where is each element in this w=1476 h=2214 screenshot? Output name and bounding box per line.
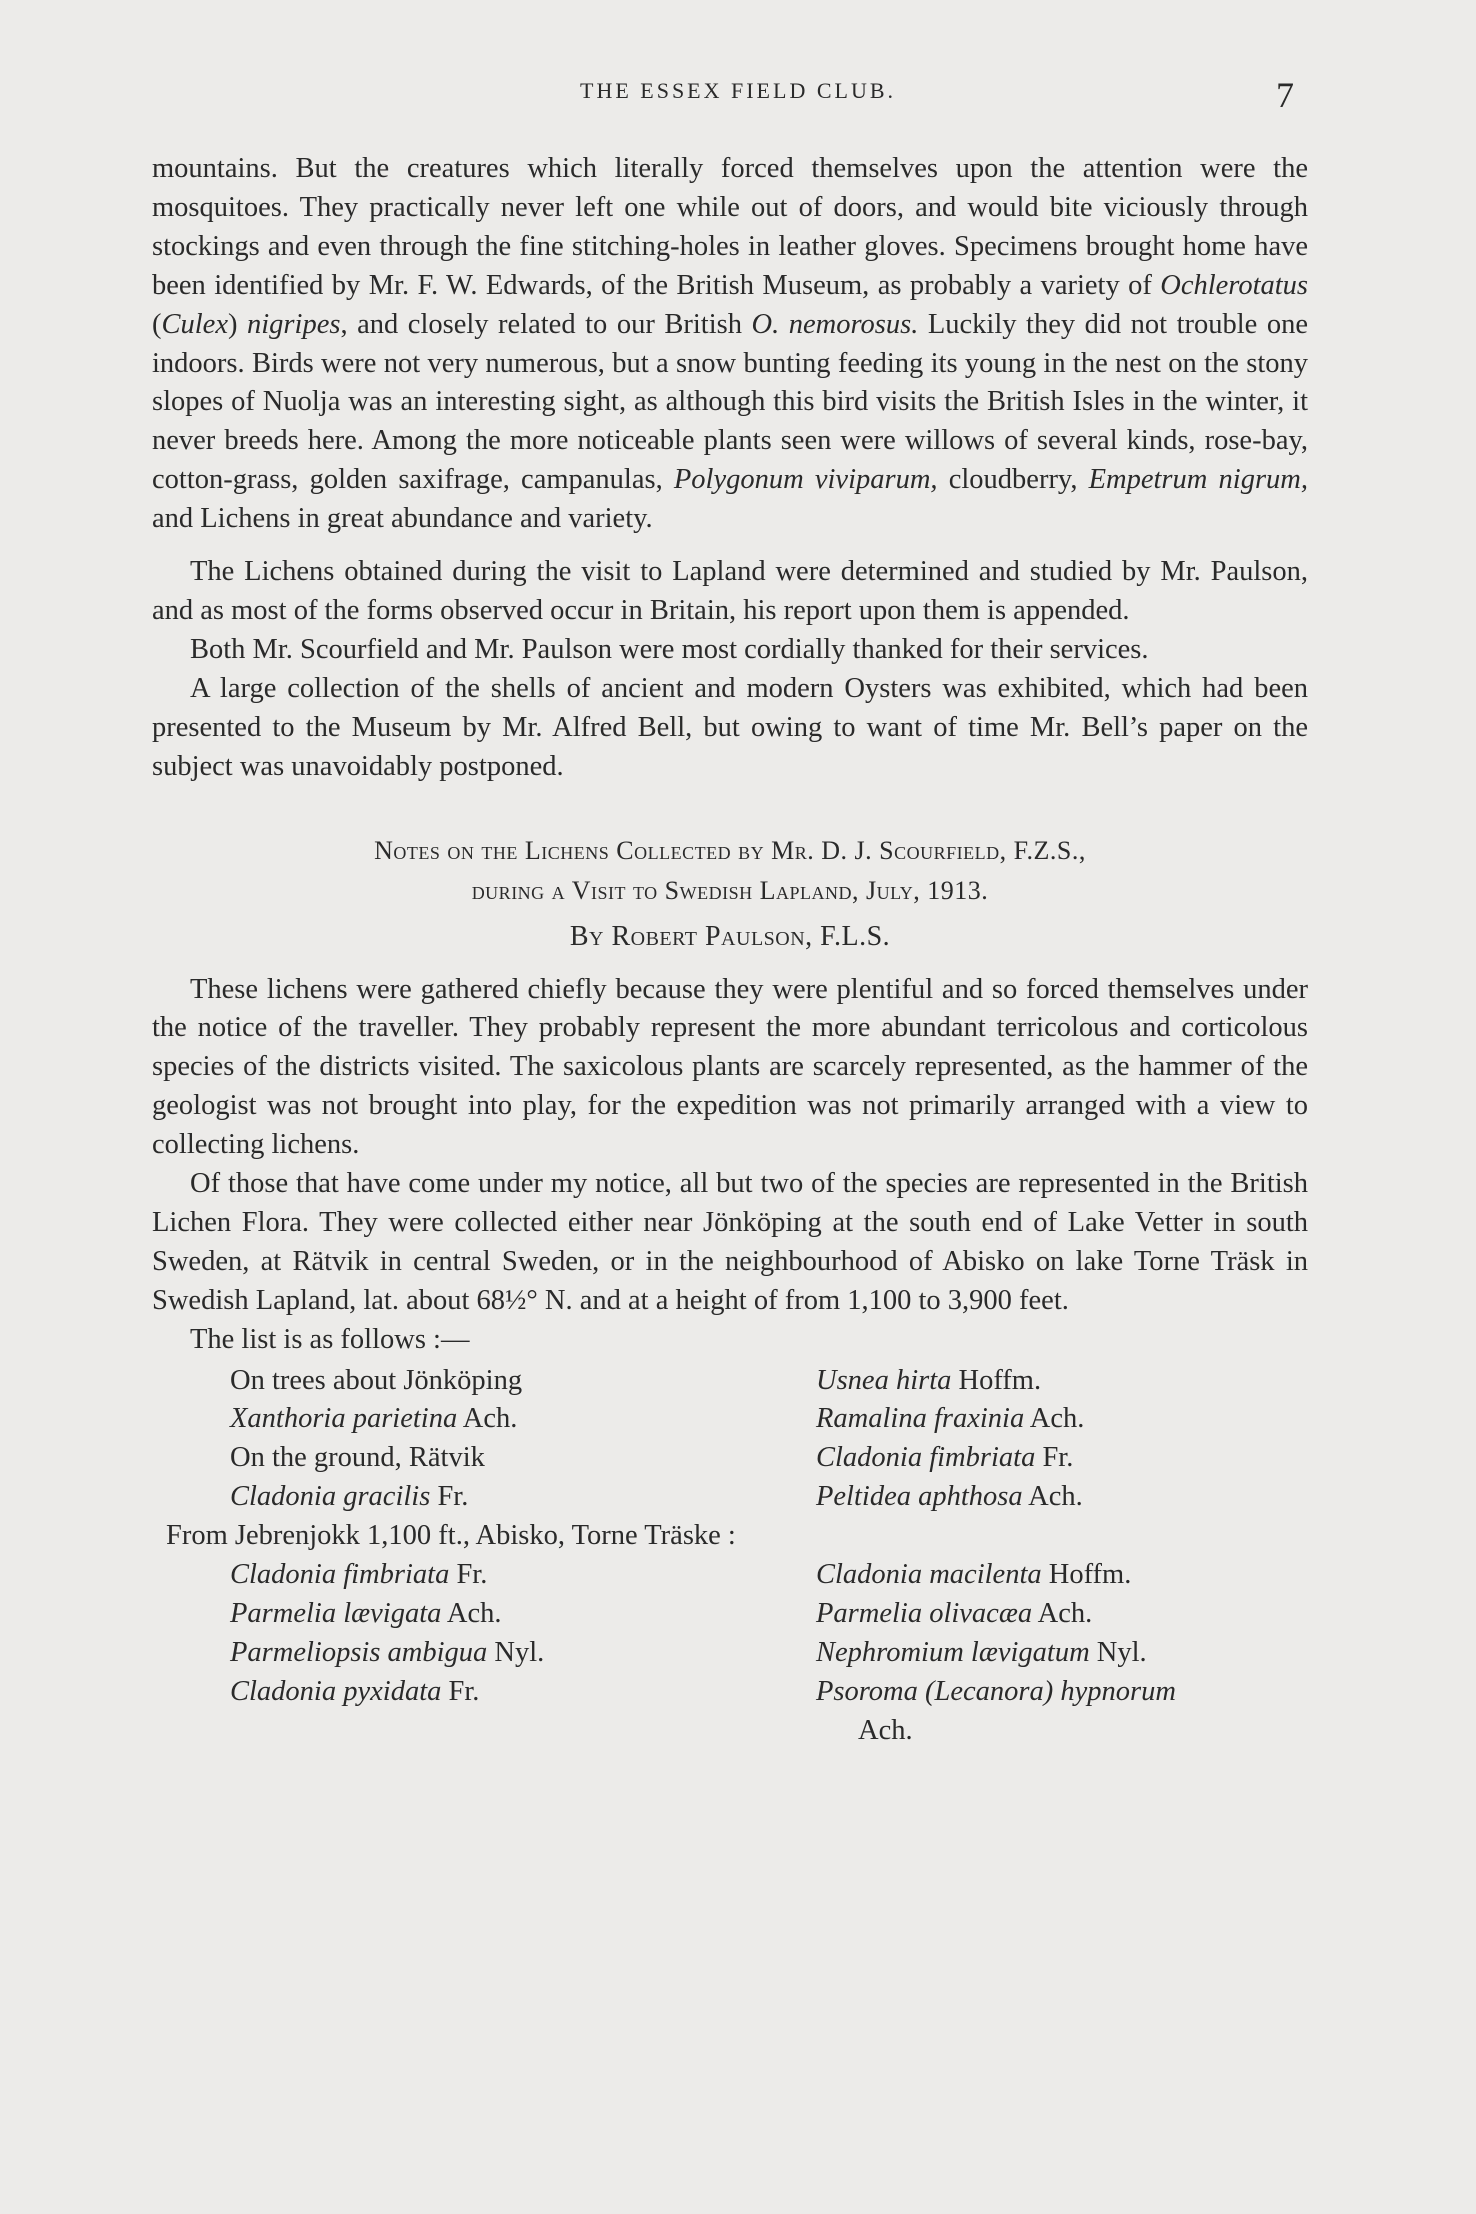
species-author: Ach. [858, 1714, 913, 1746]
species-author: Ach. [1029, 1403, 1085, 1435]
list-row [152, 1556, 1308, 1595]
paragraph-thanks: Both Mr. Scourfield and Mr. Paulson were most cordially thanked for their services. [190, 633, 1149, 665]
list-row [152, 1673, 1308, 1712]
species-entry [816, 1556, 1131, 1595]
species-entry [230, 1478, 468, 1517]
list-row [152, 1634, 1308, 1673]
list-row [152, 1439, 1308, 1478]
species-entry [816, 1362, 1041, 1401]
species-entry [230, 1556, 487, 1595]
species-author: Nyl. [1096, 1636, 1147, 1668]
species-name: Cladonia fimbriata [816, 1442, 1036, 1474]
species-name: Xanthoria parietina [230, 1403, 458, 1435]
species-entry [816, 1595, 1092, 1634]
locality-abisko: From Jebrenjokk 1,100 ft., Abisko, Torne Träske : [166, 1520, 736, 1552]
list-row [152, 1712, 1308, 1751]
species-author: Hoffm. [1048, 1559, 1132, 1591]
species-entry [230, 1673, 479, 1712]
section-title-line-1: Notes on the Lichens Collected by Mr. D. J. Scourfield, F.Z.S., [374, 835, 1086, 865]
byline: By Robert Paulson, F.L.S. [569, 920, 891, 952]
species-entry [230, 1595, 502, 1634]
species-author: Fr. [448, 1675, 480, 1707]
species-entry [816, 1478, 1083, 1517]
species-entry [816, 1634, 1147, 1673]
page-header [0, 74, 1476, 114]
species-author: Ach. [462, 1403, 518, 1435]
species-name: Cladonia pyxidata [230, 1675, 442, 1707]
species-name: Usnea hirta [816, 1364, 952, 1396]
species-name: Parmelia olivacæa [816, 1597, 1033, 1629]
list-intro: The list is as follows :— [190, 1323, 470, 1355]
list-row [152, 1478, 1308, 1517]
species-entry [230, 1634, 544, 1673]
section-title-line-2: during a Visit to Swedish Lapland, July, 1913. [471, 875, 989, 905]
section-title [152, 831, 1308, 911]
species-name: Ramalina fraxinia [816, 1403, 1025, 1435]
paragraph-lichens-obtained: The Lichens obtained during the visit to Lapland were determined and studied by Mr. Paulson, and as most of the forms observed occur in Britain, his report upon them is appended. [152, 556, 1308, 626]
species-entry [816, 1439, 1073, 1478]
list-row [152, 1517, 1308, 1556]
species-name: Nephromium lævigatum [816, 1636, 1090, 1668]
species-entry [816, 1400, 1084, 1439]
paragraph-mosquitoes: mountains. But the creatures which literally forced themselves upon the attention were the mosquitoes. They practically never left one while out of doors, and would bite viciously through stockings and even through the fine stitching-holes in leather gloves. Specimens brought home have been identified by Mr. F. W. Edwards, of the British Museum, as probably a variety of Ochlerotatus (Culex) nigripes, and closely related to our British O. nemorosus. Luckily they did not trouble one indoors. Birds were not very numerous, but a snow bunting feeding its young in the nest on the stony slopes of Nuolja was an interesting sight, as although this bird visits the British Isles in the winter, it never breeds here. Among the more noticeable plants seen were willows of several kinds, rose-bay, cotton-grass, golden saxifrage, campanulas, Polygonum viviparum, cloudberry, Empetrum nigrum, and Lichens in great abundance and variety. [152, 153, 1308, 535]
species-name: Peltidea aphthosa [816, 1481, 1023, 1513]
locality-jonkoping: On trees about Jönköping [230, 1364, 523, 1396]
species-author: Hoffm. [958, 1364, 1042, 1396]
species-name: Cladonia macilenta [816, 1559, 1042, 1591]
species-author: Fr. [456, 1559, 488, 1591]
list-row [152, 1400, 1308, 1439]
paragraph-oysters: A large collection of the shells of ancient and modern Oysters was exhibited, which had been presented to the Museum by Mr. Alfred Bell, but owing to want of time Mr. Bell’s paper on the subject was unavoidably postponed. [152, 672, 1308, 782]
species-name: Parmeliopsis ambigua [230, 1636, 488, 1668]
species-author: Ach. [446, 1597, 502, 1629]
species-name: Cladonia gracilis [230, 1481, 431, 1513]
paragraph-collected: Of those that have come under my notice, all but two of the species are represented in the British Lichen Flora. They were collected either near Jönköping at the south end of Lake Vetter in south Sweden, at Rätvik in central Sweden, or in the neighbourhood of Abisko on lake Torne Träsk in Swedish Lapland, lat. about 68½° N. and at a height of from 1,100 to 3,900 feet. [152, 1168, 1308, 1316]
list-row [152, 1595, 1308, 1634]
species-author: Fr. [1042, 1442, 1074, 1474]
species-name: Parmelia lævigata [230, 1597, 442, 1629]
paragraph-gathered: These lichens were gathered chiefly because they were plentiful and so forced themselves under the notice of the traveller. They probably represent the more abundant terricolous and corticolous species of the districts visited. The saxicolous plants are scarcely represented, as the hammer of the geologist was not brought into play, for the expedition was not primarily arranged with a view to collecting lichens. [152, 973, 1308, 1161]
species-name: Cladonia fimbriata [230, 1559, 450, 1591]
list-row [152, 1362, 1308, 1401]
species-entry [230, 1400, 517, 1439]
running-head: THE ESSEX FIELD CLUB. [580, 78, 896, 103]
species-author: Ach. [1028, 1481, 1083, 1513]
lichen-list [152, 1362, 1308, 1751]
species-entry [816, 1673, 1176, 1712]
species-author: Nyl. [494, 1636, 545, 1668]
page-number: 7 [1276, 75, 1294, 115]
species-author: Fr. [437, 1481, 469, 1513]
page-body [152, 150, 1308, 1750]
species-name: Psoroma (Lecanora) hypnorum [816, 1675, 1176, 1707]
locality-ratvik: On the ground, Rätvik [230, 1442, 485, 1474]
species-author: Ach. [1037, 1597, 1093, 1629]
